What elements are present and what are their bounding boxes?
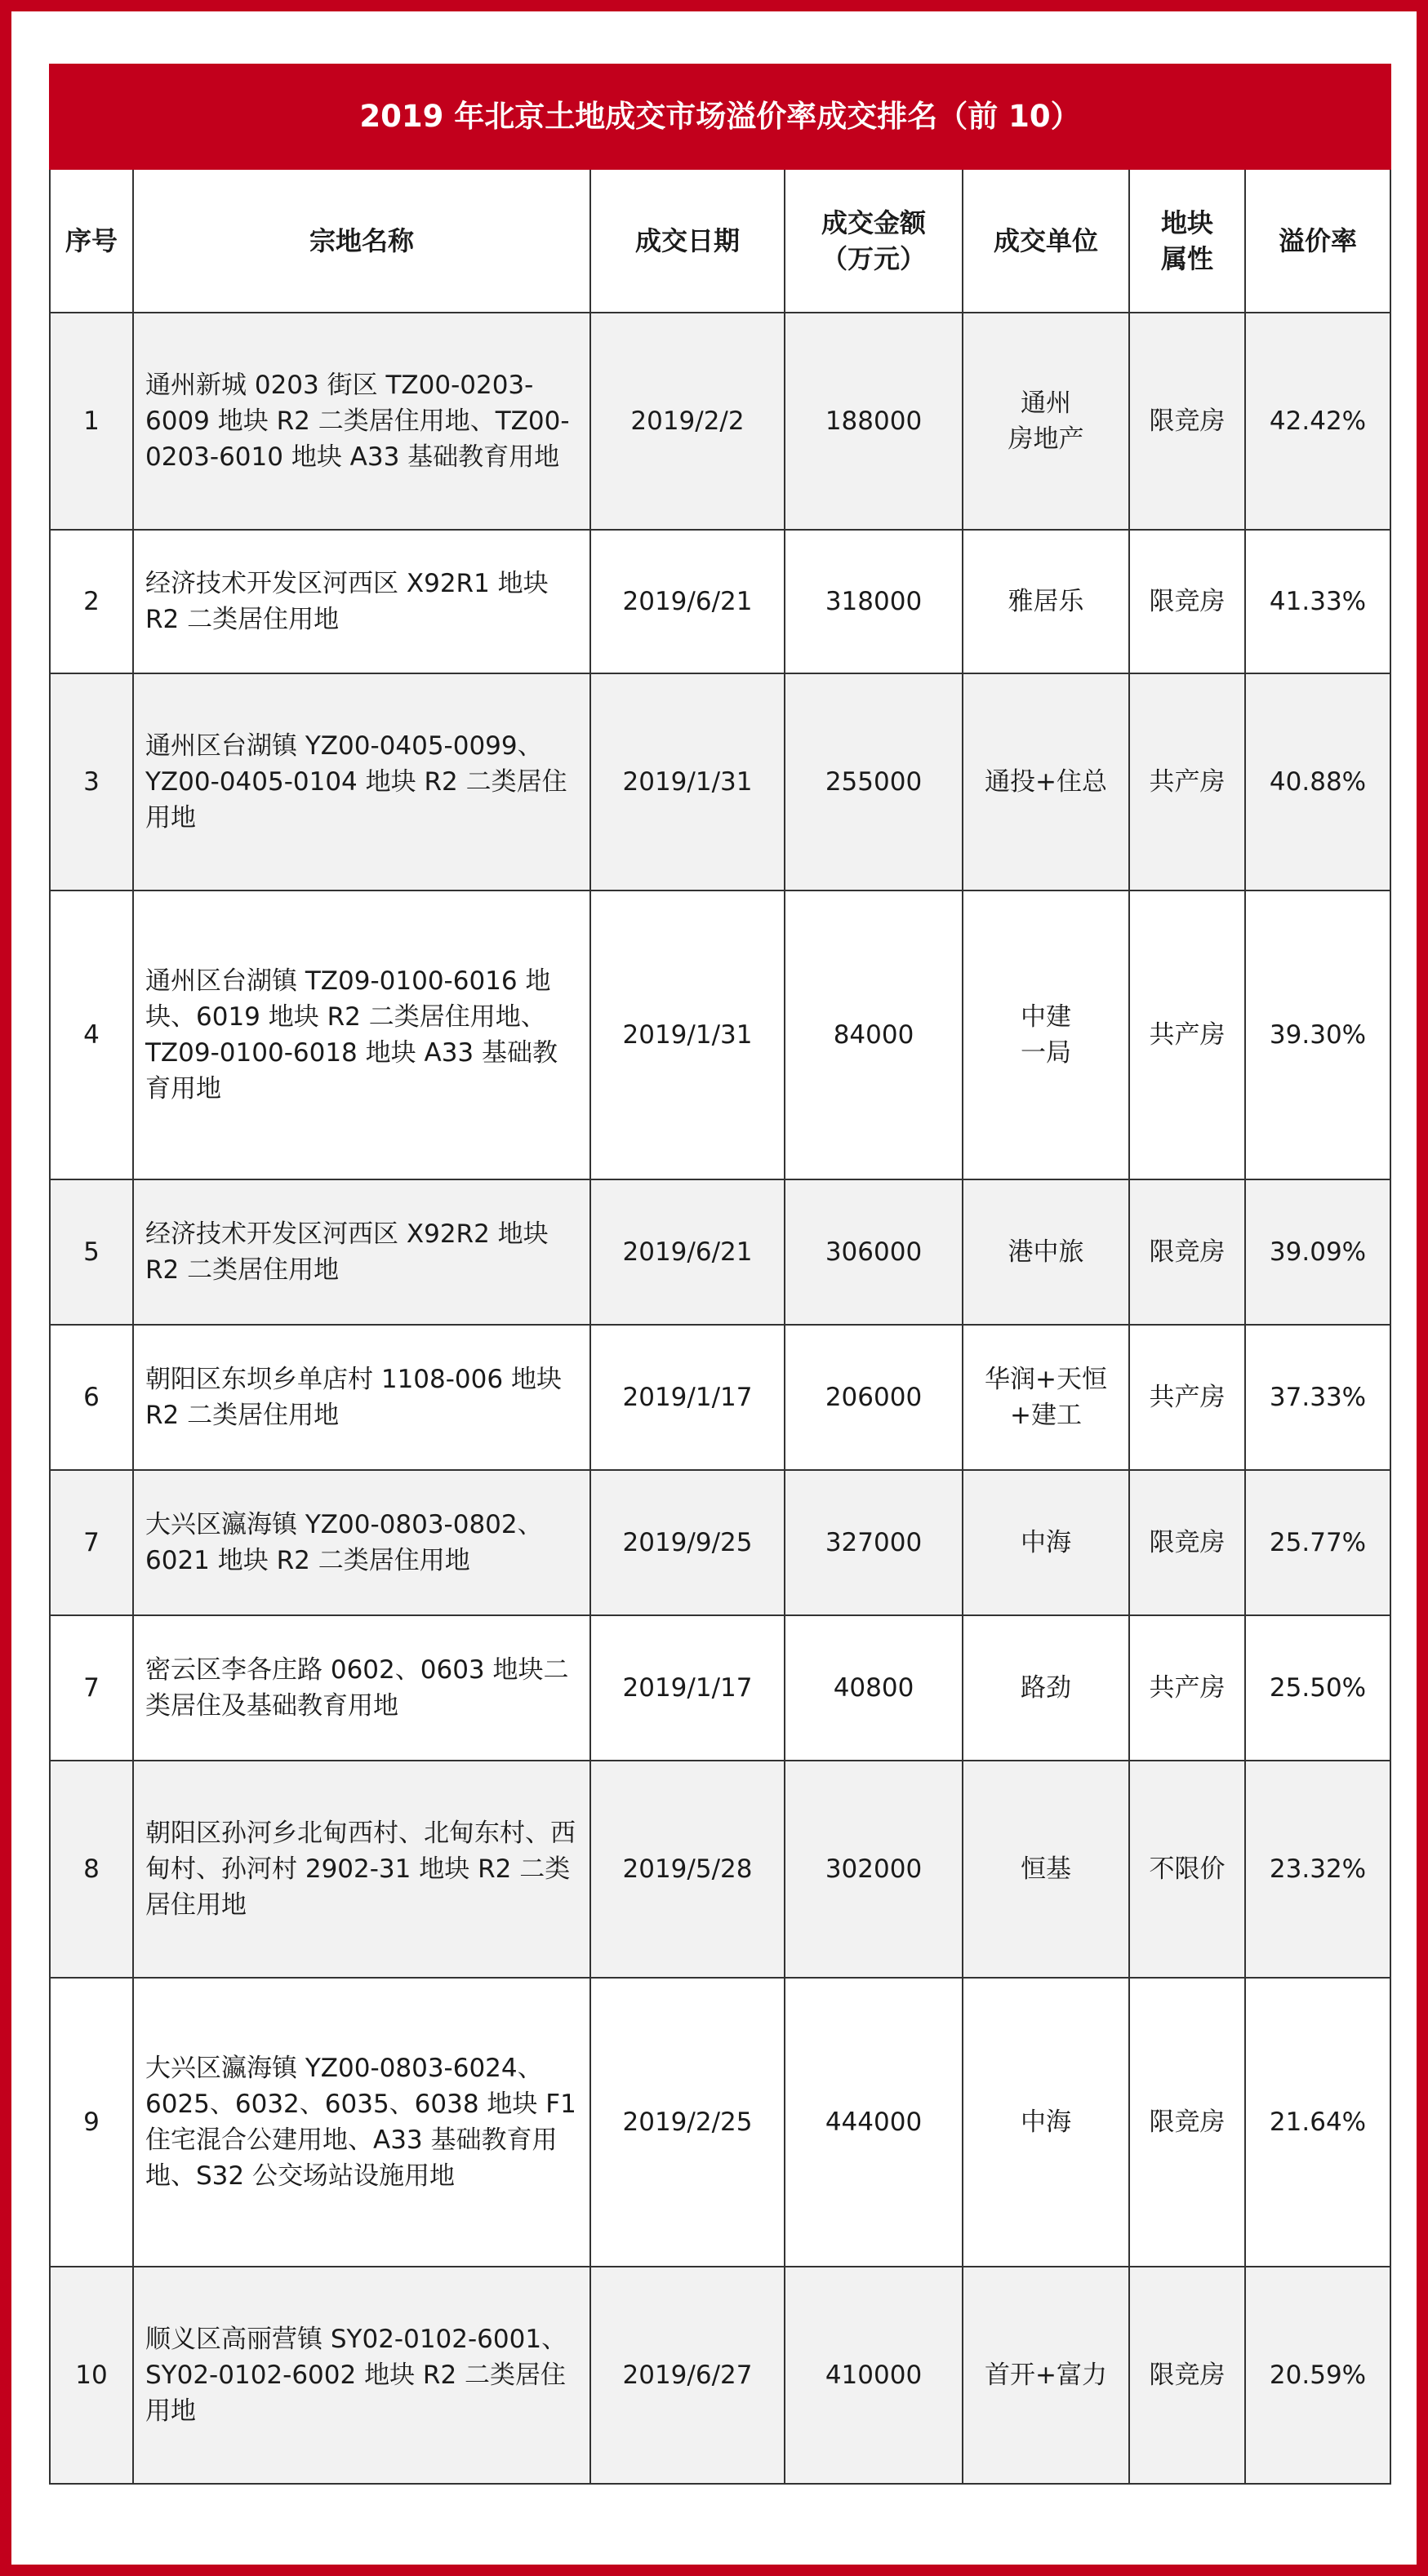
row-land-name: 经济技术开发区河西区 X92R2 地块 R2 二类居住用地	[133, 1179, 590, 1325]
row-amount: 188000	[785, 313, 963, 530]
row-premium: 25.50%	[1245, 1615, 1390, 1761]
table-row	[50, 313, 1390, 530]
row-index: 10	[50, 2267, 133, 2484]
row-amount: 410000	[785, 2267, 963, 2484]
row-amount: 206000	[785, 1325, 963, 1470]
row-buyer	[963, 1761, 1129, 1978]
row-amount: 84000	[785, 890, 963, 1179]
row-amount: 306000	[785, 1179, 963, 1325]
row-buyer	[963, 1470, 1129, 1615]
header-amount	[785, 169, 963, 313]
row-index: 5	[50, 1179, 133, 1325]
row-buyer-line1: 中建	[1021, 1002, 1071, 1032]
row-amount: 318000	[785, 530, 963, 673]
table-row	[50, 1615, 1390, 1761]
row-type: 不限价	[1129, 1761, 1245, 1978]
table-container	[11, 11, 1417, 2565]
row-buyer-line1: 港中旅	[1008, 1237, 1084, 1267]
row-index: 7	[50, 1470, 133, 1615]
row-type: 限竞房	[1129, 2267, 1245, 2484]
row-date: 2019/1/31	[590, 890, 785, 1179]
row-buyer-line2: +建工	[1010, 1401, 1082, 1430]
header-buyer: 成交单位	[963, 169, 1129, 313]
row-land-name: 通州新城 0203 街区 TZ00-0203-6009 地块 R2 二类居住用地、TZ00-0203-6010 地块 A33 基础教育用地	[133, 313, 590, 530]
row-index: 9	[50, 1978, 133, 2267]
row-buyer-line1: 路劲	[1021, 1673, 1071, 1703]
table-row	[50, 2267, 1390, 2484]
row-buyer-line1: 雅居乐	[1008, 587, 1084, 616]
row-land-name: 大兴区瀛海镇 YZ00-0803-6024、6025、6032、6035、6038 地块 F1 住宅混合公建用地、A33 基础教育用地、S32 公交场站设施用地	[133, 1978, 590, 2267]
row-type: 限竞房	[1129, 1470, 1245, 1615]
row-buyer	[963, 530, 1129, 673]
row-date: 2019/1/31	[590, 673, 785, 890]
row-premium: 21.64%	[1245, 1978, 1390, 2267]
table-row	[50, 1179, 1390, 1325]
row-index: 4	[50, 890, 133, 1179]
row-buyer-line1: 通投+住总	[985, 767, 1107, 797]
header-amount-line2: （万元）	[821, 243, 926, 274]
row-land-name: 通州区台湖镇 TZ09-0100-6016 地块、6019 地块 R2 二类居住用地、TZ09-0100-6018 地块 A33 基础教育用地	[133, 890, 590, 1179]
header-type-line2: 属性	[1160, 243, 1213, 274]
row-date: 2019/5/28	[590, 1761, 785, 1978]
table-row	[50, 1978, 1390, 2267]
table-row	[50, 530, 1390, 673]
row-buyer-line1: 恒基	[1021, 1854, 1071, 1884]
row-date: 2019/2/25	[590, 1978, 785, 2267]
row-index: 6	[50, 1325, 133, 1470]
row-buyer-line1: 首开+富力	[985, 2361, 1107, 2390]
row-date: 2019/6/21	[590, 530, 785, 673]
row-land-name: 大兴区瀛海镇 YZ00-0803-0802、6021 地块 R2 二类居住用地	[133, 1470, 590, 1615]
row-premium: 25.77%	[1245, 1470, 1390, 1615]
row-index: 2	[50, 530, 133, 673]
row-premium: 41.33%	[1245, 530, 1390, 673]
header-index: 序号	[50, 169, 133, 313]
row-amount: 444000	[785, 1978, 963, 2267]
row-buyer-line1: 通州	[1021, 389, 1071, 418]
header-type-line1: 地块	[1160, 207, 1213, 238]
row-buyer-line2: 一局	[1021, 1038, 1071, 1068]
row-premium: 40.88%	[1245, 673, 1390, 890]
row-type: 共产房	[1129, 1615, 1245, 1761]
row-type: 共产房	[1129, 1325, 1245, 1470]
header-amount-line1: 成交金额	[821, 207, 926, 238]
row-land-name: 朝阳区东坝乡单店村 1108-006 地块 R2 二类居住用地	[133, 1325, 590, 1470]
table-row	[50, 1325, 1390, 1470]
row-date: 2019/2/2	[590, 313, 785, 530]
row-amount: 255000	[785, 673, 963, 890]
row-premium: 20.59%	[1245, 2267, 1390, 2484]
header-row	[50, 169, 1390, 313]
row-buyer	[963, 313, 1129, 530]
row-buyer	[963, 2267, 1129, 2484]
row-buyer	[963, 1615, 1129, 1761]
row-buyer	[963, 890, 1129, 1179]
row-type: 限竞房	[1129, 1978, 1245, 2267]
row-date: 2019/6/21	[590, 1179, 785, 1325]
row-index: 7	[50, 1615, 133, 1761]
row-amount: 302000	[785, 1761, 963, 1978]
row-buyer	[963, 1325, 1129, 1470]
header-name: 宗地名称	[133, 169, 590, 313]
table-row	[50, 1470, 1390, 1615]
row-index: 1	[50, 313, 133, 530]
row-amount: 327000	[785, 1470, 963, 1615]
row-land-name: 通州区台湖镇 YZ00-0405-0099、YZ00-0405-0104 地块 R2 二类居住用地	[133, 673, 590, 890]
row-buyer	[963, 1978, 1129, 2267]
row-buyer-line1: 华润+天恒	[985, 1365, 1107, 1394]
title-row	[50, 64, 1390, 169]
row-date: 2019/6/27	[590, 2267, 785, 2484]
row-premium: 42.42%	[1245, 313, 1390, 530]
ranking-table	[49, 64, 1391, 2485]
header-type	[1129, 169, 1245, 313]
header-premium: 溢价率	[1245, 169, 1390, 313]
row-land-name: 经济技术开发区河西区 X92R1 地块 R2 二类居住用地	[133, 530, 590, 673]
row-amount: 40800	[785, 1615, 963, 1761]
row-type: 限竞房	[1129, 1179, 1245, 1325]
row-date: 2019/1/17	[590, 1325, 785, 1470]
row-premium: 37.33%	[1245, 1325, 1390, 1470]
row-index: 3	[50, 673, 133, 890]
row-buyer-line1: 中海	[1021, 2107, 1071, 2137]
row-buyer	[963, 1179, 1129, 1325]
row-date: 2019/9/25	[590, 1470, 785, 1615]
table-row	[50, 1761, 1390, 1978]
row-buyer-line1: 中海	[1021, 1528, 1071, 1557]
row-buyer	[963, 673, 1129, 890]
row-type: 限竞房	[1129, 313, 1245, 530]
table-row	[50, 673, 1390, 890]
row-land-name: 朝阳区孙河乡北甸西村、北甸东村、西甸村、孙河村 2902-31 地块 R2 二类居住用地	[133, 1761, 590, 1978]
row-buyer-line2: 房地产	[1008, 424, 1084, 454]
row-type: 共产房	[1129, 890, 1245, 1179]
header-date: 成交日期	[590, 169, 785, 313]
table-title: 2019 年北京土地成交市场溢价率成交排名（前 10）	[50, 64, 1390, 169]
row-premium: 23.32%	[1245, 1761, 1390, 1978]
row-index: 8	[50, 1761, 133, 1978]
row-type: 共产房	[1129, 673, 1245, 890]
row-land-name: 密云区李各庄路 0602、0603 地块二类居住及基础教育用地	[133, 1615, 590, 1761]
row-date: 2019/1/17	[590, 1615, 785, 1761]
row-type: 限竞房	[1129, 530, 1245, 673]
row-land-name: 顺义区高丽营镇 SY02-0102-6001、SY02-0102-6002 地块 R2 二类居住用地	[133, 2267, 590, 2484]
table-row	[50, 890, 1390, 1179]
row-premium: 39.09%	[1245, 1179, 1390, 1325]
row-premium: 39.30%	[1245, 890, 1390, 1179]
